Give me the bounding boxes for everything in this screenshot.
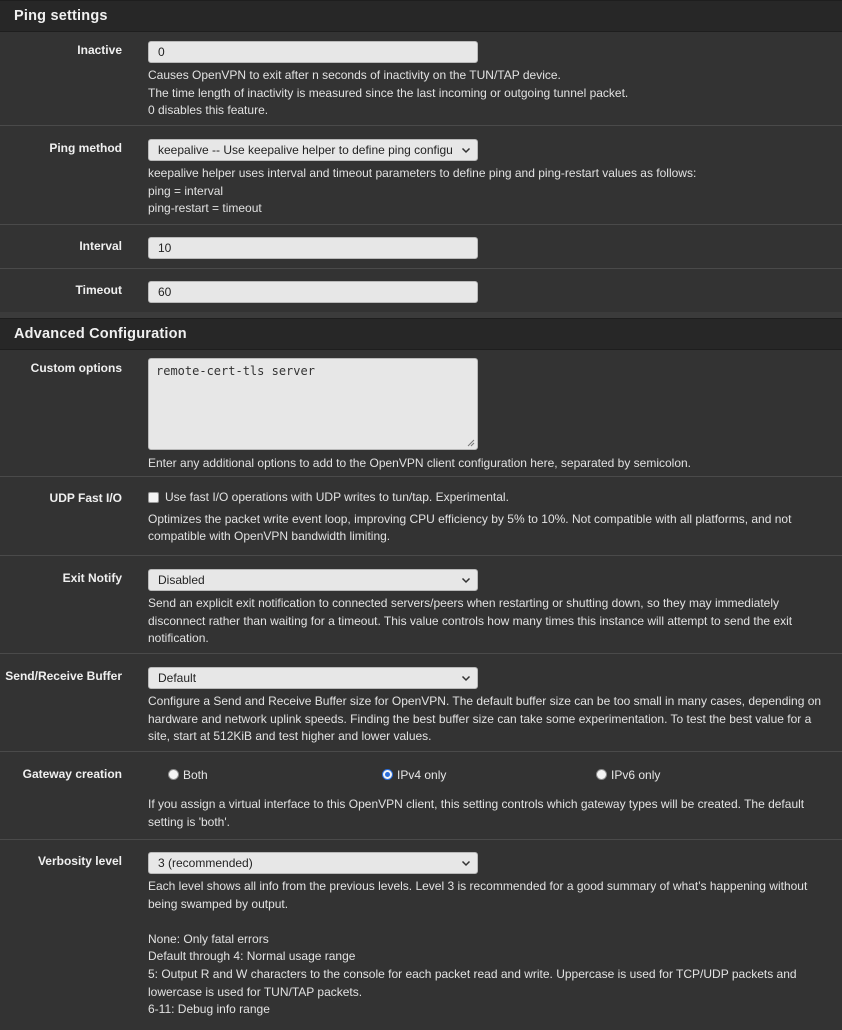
custom-options-help: Enter any additional options to add to the OpenVPN client configuration here, separated by semicolon. bbox=[148, 456, 692, 470]
gateway-creation-label: Gateway creation bbox=[22, 767, 122, 781]
exit-notify-value: Disabled bbox=[158, 573, 205, 587]
gateway-option-ipv4[interactable] bbox=[382, 768, 446, 782]
ping-method-row bbox=[0, 126, 842, 225]
send-receive-buffer-value: Default bbox=[158, 671, 197, 685]
resize-grip-icon[interactable] bbox=[467, 439, 475, 447]
interval-label: Interval bbox=[79, 239, 122, 253]
ping-settings-title: Ping settings bbox=[0, 0, 842, 32]
custom-options-label: Custom options bbox=[30, 361, 122, 375]
verbosity-level-help bbox=[148, 878, 836, 1019]
inactive-help-line: Causes OpenVPN to exit after n seconds of inactivity on the TUN/TAP device. bbox=[148, 68, 561, 82]
inactive-row bbox=[0, 32, 842, 126]
timeout-input[interactable]: 60 bbox=[148, 281, 478, 303]
ping-method-help bbox=[148, 165, 836, 218]
verbosity-help-level: Default through 4: Normal usage range bbox=[148, 949, 356, 964]
exit-notify-label: Exit Notify bbox=[62, 571, 122, 585]
gateway-option-ipv6[interactable] bbox=[596, 768, 660, 782]
verbosity-level-label: Verbosity level bbox=[37, 854, 122, 868]
verbosity-help-level: 6-11: Debug info range bbox=[148, 1002, 270, 1017]
verbosity-level-select[interactable] bbox=[148, 852, 478, 874]
inactive-help-line: 0 disables this feature. bbox=[148, 103, 269, 118]
inactive-input[interactable]: 0 bbox=[148, 41, 478, 63]
inactive-label: Inactive bbox=[77, 43, 122, 57]
send-receive-buffer-label: Send/Receive Buffer bbox=[5, 669, 122, 683]
ping-method-help-line: ping-restart = timeout bbox=[148, 201, 262, 216]
ping-settings-panel bbox=[0, 0, 842, 311]
verbosity-level-row bbox=[0, 840, 842, 1030]
udp-fast-io-label: UDP Fast I/O bbox=[49, 491, 122, 505]
ping-method-help-line: ping = interval bbox=[148, 183, 224, 198]
udp-fast-io-option bbox=[148, 489, 836, 507]
gateway-ipv4-label: IPv4 only bbox=[397, 768, 447, 782]
custom-options-textarea[interactable] bbox=[148, 358, 478, 450]
udp-fast-io-help: Optimizes the packet write event loop, improving CPU efficiency by 5% to 10%. Not compatible with all platforms, and not compatible with OpenVPN bandwidth limiting. bbox=[148, 511, 792, 544]
interval-row bbox=[0, 225, 842, 269]
advanced-config-panel bbox=[0, 318, 842, 1025]
chevron-down-icon bbox=[461, 673, 471, 683]
gateway-both-radio[interactable] bbox=[168, 769, 179, 780]
gateway-ipv4-radio[interactable] bbox=[382, 769, 393, 780]
gateway-ipv6-radio[interactable] bbox=[596, 769, 607, 780]
exit-notify-select[interactable] bbox=[148, 569, 478, 591]
gateway-creation-row bbox=[0, 752, 842, 840]
gateway-option-both[interactable] bbox=[168, 768, 208, 782]
gateway-both-label: Both bbox=[183, 768, 208, 782]
gateway-ipv6-label: IPv6 only bbox=[611, 768, 661, 782]
advanced-config-title: Advanced Configuration bbox=[0, 318, 842, 350]
interval-input[interactable]: 10 bbox=[148, 237, 478, 259]
ping-method-label: Ping method bbox=[49, 141, 122, 155]
custom-options-value: remote-cert-tls server bbox=[156, 364, 315, 378]
send-receive-buffer-row bbox=[0, 654, 842, 752]
chevron-down-icon bbox=[461, 145, 471, 155]
chevron-down-icon bbox=[461, 858, 471, 868]
inactive-help-line: The time length of inactivity is measured since the last incoming or outgoing tunnel packet. bbox=[148, 85, 629, 100]
udp-fast-io-checkbox[interactable] bbox=[148, 492, 159, 503]
ping-method-help-line: keepalive helper uses interval and timeout parameters to define ping and ping-restart values as follows: bbox=[148, 166, 697, 180]
timeout-row bbox=[0, 269, 842, 312]
verbosity-help-intro: Each level shows all info from the previous levels. Level 3 is recommended for a good summary of what's happening without being swamped by output. bbox=[148, 879, 808, 911]
gateway-creation-help: If you assign a virtual interface to this OpenVPN client, this setting controls which gateway types will be created. The default setting is 'both'. bbox=[148, 797, 805, 829]
chevron-down-icon bbox=[461, 575, 471, 585]
udp-fast-io-checkbox-label: Use fast I/O operations with UDP writes to tun/tap. Experimental. bbox=[165, 490, 509, 504]
send-receive-buffer-select[interactable] bbox=[148, 667, 478, 689]
exit-notify-help: Send an explicit exit notification to connected servers/peers when restarting or shutting down, so they may immediately disconnect rather than waiting for a timeout. This value controls how many times this instance will attempt to send the exit notification. bbox=[148, 596, 793, 646]
send-receive-buffer-help: Configure a Send and Receive Buffer size for OpenVPN. The default buffer size can be too small in many cases, depending on hardware and network uplink speeds. Finding the best buffer size can take some experimentation. To test the best value for a site, start at 512KiB and test higher and lower values. bbox=[148, 694, 822, 744]
verbosity-level-value: 3 (recommended) bbox=[158, 856, 253, 870]
exit-notify-row bbox=[0, 556, 842, 654]
udp-fast-io-row bbox=[0, 477, 842, 556]
ping-method-value: keepalive -- Use keepalive helper to define ping configu bbox=[158, 143, 453, 157]
custom-options-row bbox=[0, 350, 842, 477]
verbosity-help-level: 5: Output R and W characters to the console for each packet read and write. Uppercase is used for TCP/UDP packets and lowercase is used for TUN/TAP packets. bbox=[148, 966, 797, 999]
inactive-help bbox=[148, 67, 836, 120]
ping-method-select[interactable] bbox=[148, 139, 478, 161]
verbosity-help-level: None: Only fatal errors bbox=[148, 931, 269, 946]
timeout-label: Timeout bbox=[75, 283, 122, 297]
